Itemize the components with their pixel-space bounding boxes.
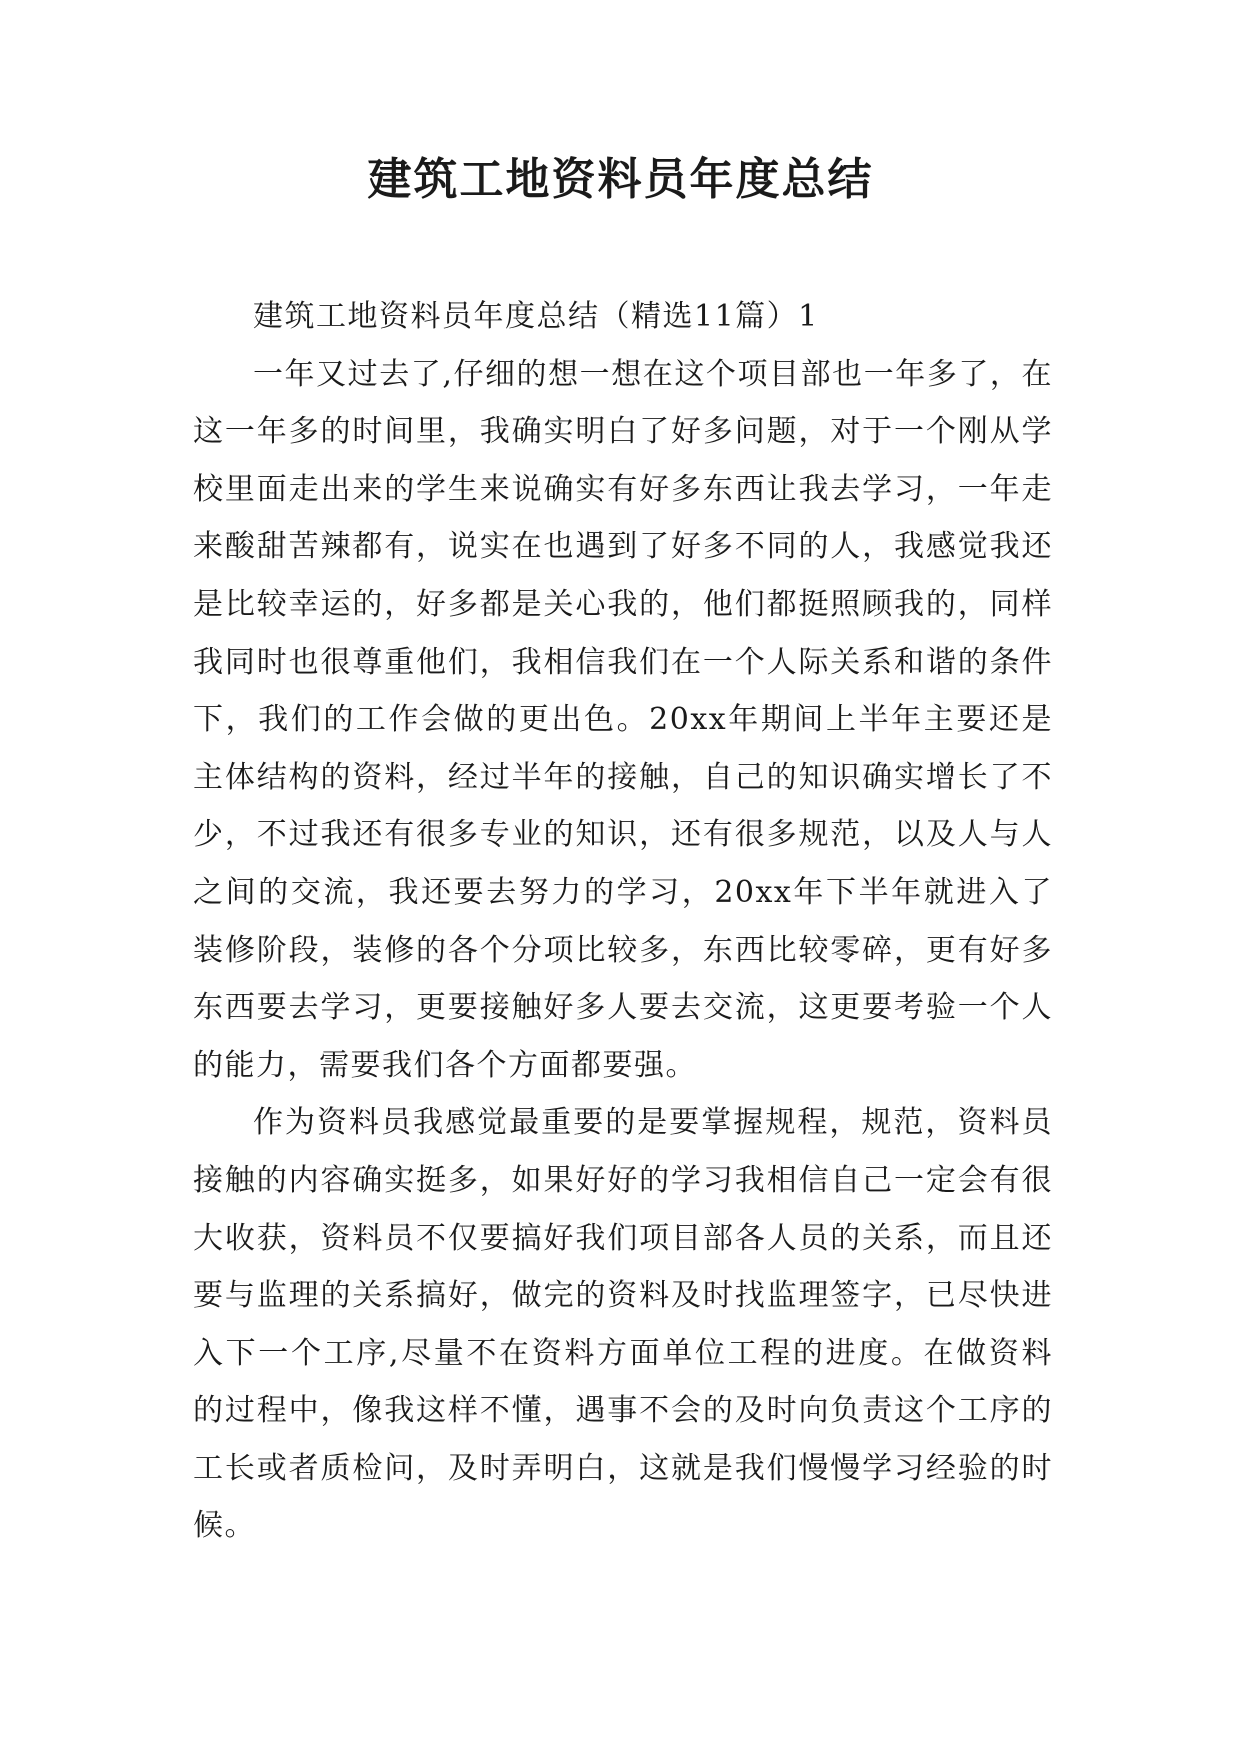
paragraph-2: 作为资料员我感觉最重要的是要掌握规程，规范，资料员接触的内容确实挺多，如果好好的学习我相信自己一定会有很大收获，资料员不仅要搞好我们项目部各人员的关系，而且还要与监理的关系搞好，做完的资料及时找监理签字，已尽快进入下一个工序,尽量不在资料方面单位工程的进度。在做资料的过程中，像我这样不懂，遇事不会的及时向负责这个工序的工长或者质检问，及时弄明白，这就是我们慢慢学习经验的时候。 [193, 1105, 1053, 1544]
paragraph-1: 一年又过去了,仔细的想一想在这个项目部也一年多了，在这一年多的时间里，我确实明白了好多问题，对于一个刚从学校里面走出来的学生来说确实有好多东西让我去学习，一年走来酸甜苦辣都有，说实在也遇到了好多不同的人，我感觉我还是比较幸运的，好多都是关心我的，他们都挺照顾我的，同样我同时也很尊重他们，我相信我们在一个人际关系和谐的条件下，我们的工作会做的更出色。20xx年期间上半年主要还是主体结构的资料，经过半年的接触，自己的知识确实增长了不少，不过我还有很多专业的知识，还有很多规范，以及人与人之间的交流，我还要去努力的学习，20xx年下半年就进入了装修阶段，装修的各个分项比较多，东西比较零碎，更有好多东西要去学习，更要接触好多人要去交流，这更要考验一个人的能力，需要我们各个方面都要强。 [193, 356, 1053, 1083]
document-title: 建筑工地资料员年度总结 [367, 154, 874, 205]
paragraph-heading: 建筑工地资料员年度总结（精选11篇）1 [253, 299, 819, 334]
document-body [193, 288, 1053, 1555]
